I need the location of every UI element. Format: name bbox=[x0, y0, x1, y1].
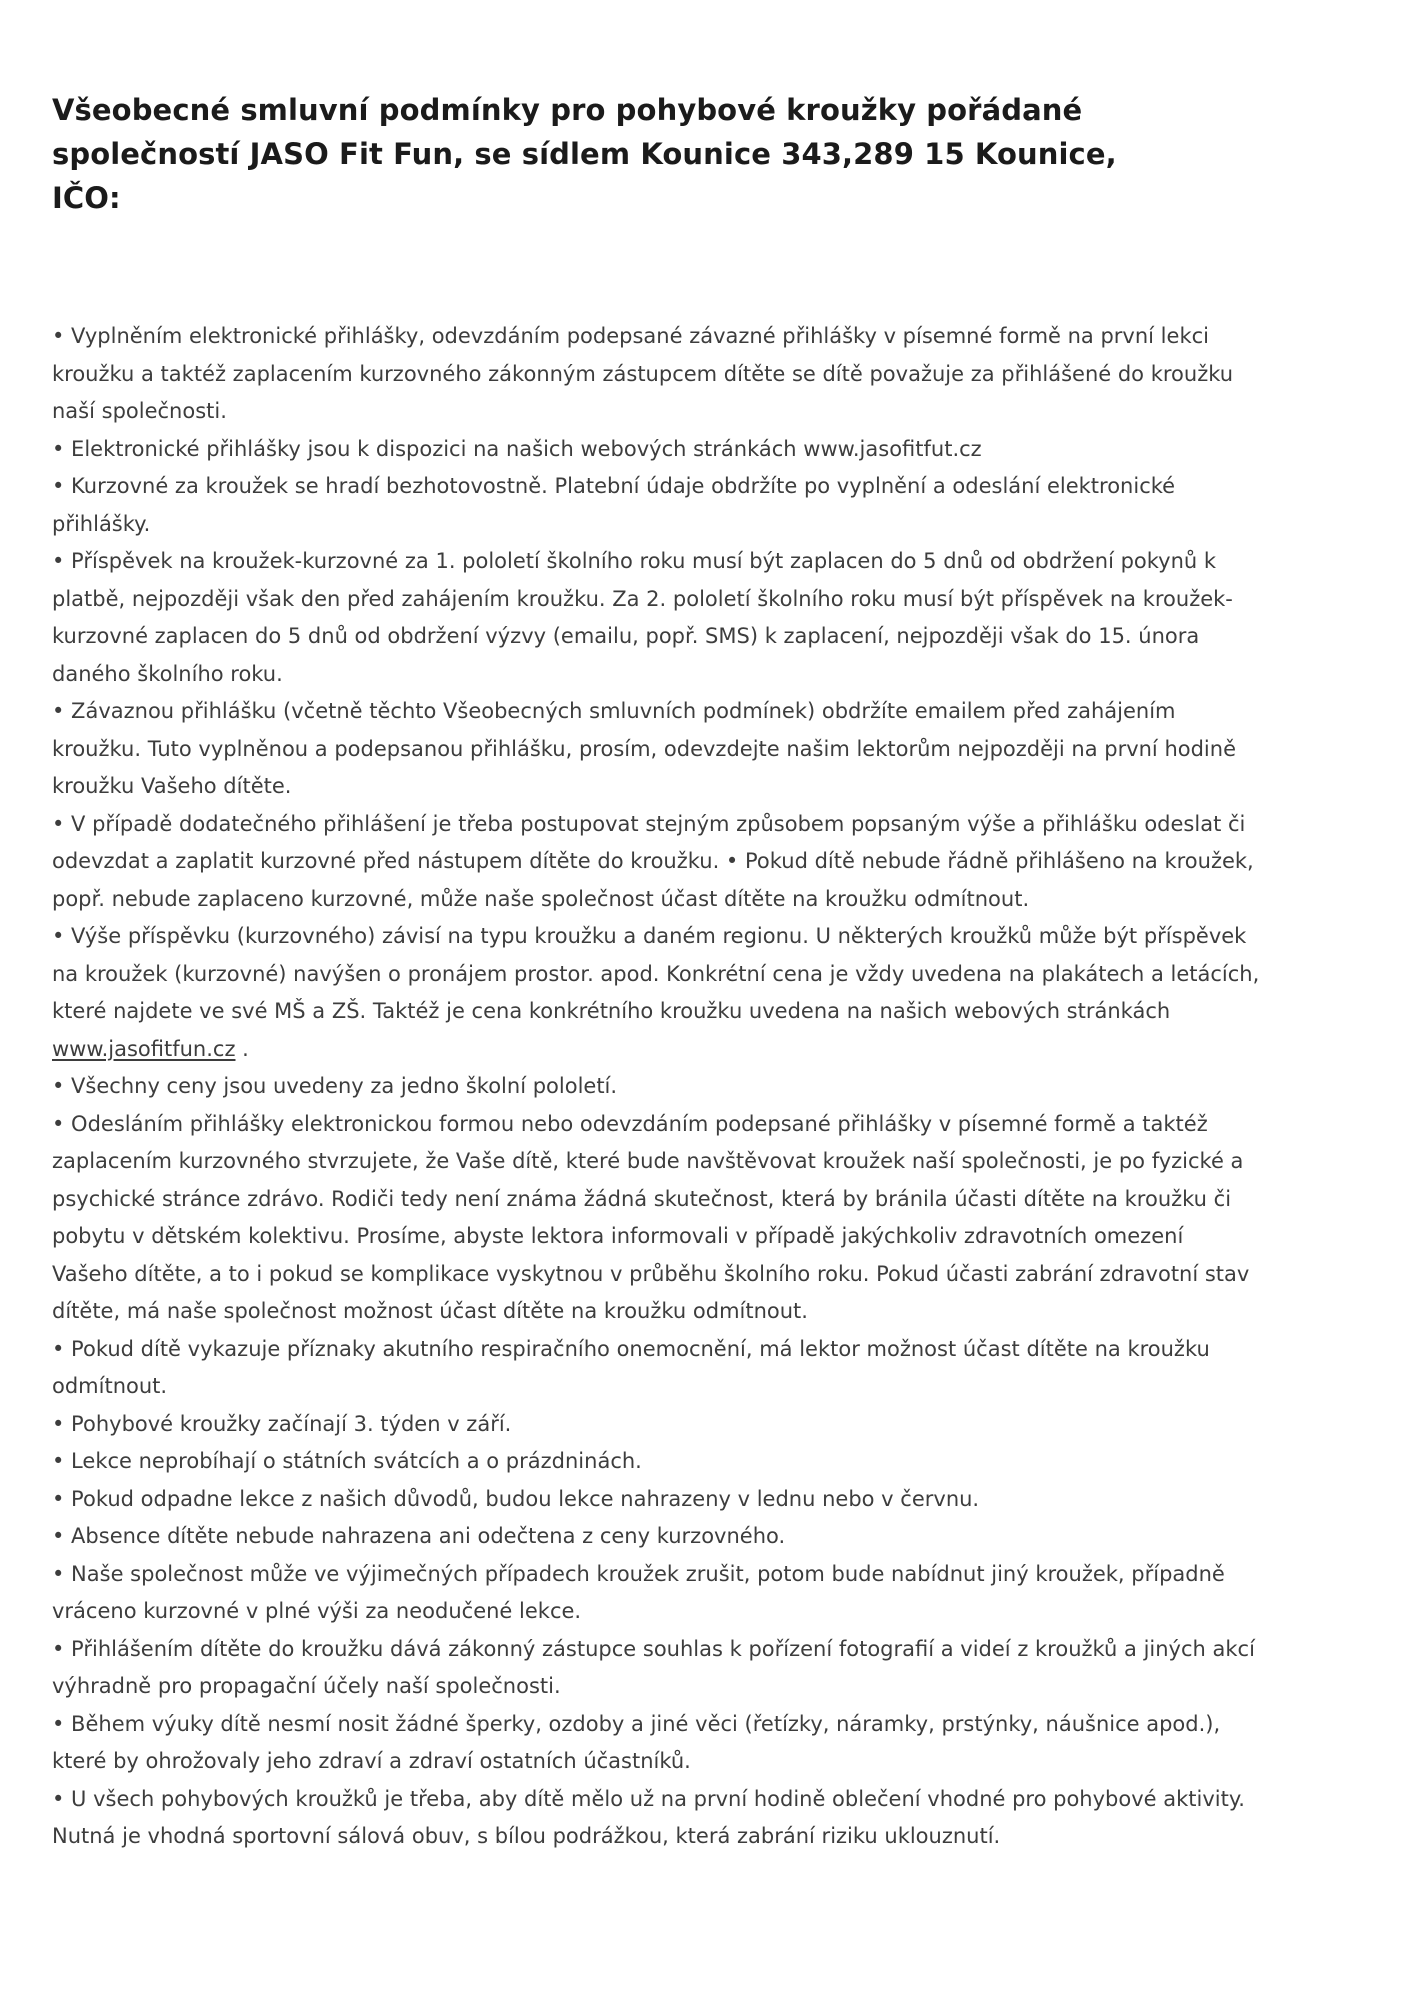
terms-paragraph-absence: • Absence dítěte nebude nahrazena ani odečtena z ceny kurzovného. bbox=[52, 1524, 786, 1548]
terms-paragraph-photo-consent: • Přihlášením dítěte do kroužku dává zákonný zástupce souhlas k pořízení fotografií a videí z kroužků a jiných akcí výhradně pro propagační účely naší společnosti. bbox=[52, 1636, 1255, 1698]
terms-paragraph-pricing bbox=[52, 918, 1262, 1068]
website-link[interactable]: www.jasofitfun.cz bbox=[52, 1036, 236, 1061]
terms-paragraph-registration: • Vyplněním elektronické přihlášky, odevzdáním podepsané závazné přihlášky v písemné formě na první lekci kroužku a taktéž zaplacením kurzovného zákonným zástupcem dítěte se dítě považuje za přihlášené do kroužku naší společnosti. bbox=[52, 324, 1234, 423]
terms-paragraph-jewelry: • Během výuky dítě nesmí nosit žádné šperky, ozdoby a jiné věci (řetízky, náramky, prstýnky, náušnice apod.), které by ohrožovaly jeho zdraví a zdraví ostatních účastníků. bbox=[52, 1711, 1221, 1773]
pricing-text-before-link: • Výše příspěvku (kurzovného) závisí na typu kroužku a daném regionu. U některých kroužků může být příspěvek na kroužek (kurzovné) navýšen o pronájem prostor. apod. Konkrétní cena je vždy uvedena na plakátech a letácích, které najdete ve své MŠ a ZŠ. Taktéž je cena konkrétního kroužku uvedena na našich webových stránkách bbox=[52, 924, 1260, 1023]
terms-paragraph-payment-method: • Kurzovné za kroužek se hradí bezhotovostně. Platební údaje obdržíte po vyplnění a odeslání elektronické přihlášky. bbox=[52, 474, 1176, 536]
page-title-line-3: IČO: bbox=[52, 181, 121, 215]
page-title bbox=[52, 88, 1310, 220]
page-title-line-2: společností JASO Fit Fun, se sídlem Kounice 343,289 15 Kounice, bbox=[52, 137, 1117, 171]
terms-paragraph-payment-deadlines: • Příspěvek na kroužek-kurzovné za 1. pololetí školního roku musí být zaplacen do 5 dnů od obdržení pokynů k platbě, nejpozději však den před zahájením kroužku. Za 2. pololetí školního roku musí být příspěvek na kroužek-kurzovné zaplacen do 5 dnů od obdržení výzvy (emailu, popř. SMS) k zaplacení, nejpozději však do 15. února daného školního roku. bbox=[52, 549, 1233, 686]
terms-paragraph-respiratory-illness: • Pokud dítě vykazuje příznaky akutního respiračního onemocnění, má lektor možnost účast dítěte na kroužku odmítnout. bbox=[52, 1336, 1210, 1398]
pricing-text-after-link: . bbox=[235, 1036, 249, 1061]
terms-paragraph-clothing: • U všech pohybových kroužků je třeba, aby dítě mělo už na první hodině oblečení vhodné pro pohybové aktivity. Nutná je vhodná sportovní sálová obuv, s bílou podrážkou, která zabrání riziku uklouznutí. bbox=[52, 1786, 1245, 1848]
terms-paragraph-late-registration: • V případě dodatečného přihlášení je třeba postupovat stejným způsobem popsaným výše a přihlášku odeslat či odevzdat a zaplatit kurzovné před nástupem dítěte do kroužku. • Pokud dítě nebude řádně přihlášeno na kroužek, popř. nebude zaplaceno kurzovné, může naše společnost účast dítěte na kroužku odmítnout. bbox=[52, 811, 1254, 911]
terms-paragraph-holidays: • Lekce neprobíhají o státních svátcích a o prázdninách. bbox=[52, 1449, 642, 1473]
terms-paragraph-online-form: • Elektronické přihlášky jsou k dispozici na našich webových stránkách www.jasofitfut.cz bbox=[52, 436, 982, 461]
terms-list bbox=[52, 318, 1262, 1856]
terms-paragraph-health-declaration: • Odesláním přihlášky elektronickou formou nebo odevzdáním podepsané přihlášky v písemné formě a taktéž zaplacením kurzovného stvrzujete, že Vaše dítě, které bude navštěvovat kroužek naší společnosti, je po fyzické a psychické stránce zdrávo. Rodiči tedy není známa žádná skutečnost, která by bránila účasti dítěte na kroužku či pobytu v dětském kolektivu. Prosíme, abyste lektora informovali v případě jakýchkoliv zdravotních omezení Vašeho dítěte, a to i pokud se komplikace vyskytnou v průběhu školního roku. Pokud účasti zabrání zdravotní stav dítěte, má naše společnost možnost účast dítěte na kroužku odmítnout. bbox=[52, 1111, 1250, 1323]
terms-paragraph-price-per-semester: • Všechny ceny jsou uvedeny za jedno školní pololetí. bbox=[52, 1074, 618, 1098]
page-title-line-1: Všeobecné smluvní podmínky pro pohybové kroužky pořádané bbox=[52, 93, 1083, 127]
terms-paragraph-start-date: • Pohybové kroužky začínají 3. týden v září. bbox=[52, 1411, 512, 1436]
terms-paragraph-cancelled-lessons: • Pokud odpadne lekce z našich důvodů, budou lekce nahrazeny v lednu nebo v červnu. bbox=[52, 1486, 980, 1511]
terms-paragraph-course-cancellation: • Naše společnost může ve výjimečných případech kroužek zrušit, potom bude nabídnut jiný kroužek, případně vráceno kurzovné v plné výši za neodučené lekce. bbox=[52, 1561, 1225, 1623]
terms-paragraph-binding-application: • Závaznou přihlášku (včetně těchto Všeobecných smluvních podmínek) obdržíte emailem před zahájením kroužku. Tuto vyplněnou a podepsanou přihlášku, prosím, odevzdejte našim lektorům nejpozději na první hodině kroužku Vašeho dítěte. bbox=[52, 699, 1236, 798]
